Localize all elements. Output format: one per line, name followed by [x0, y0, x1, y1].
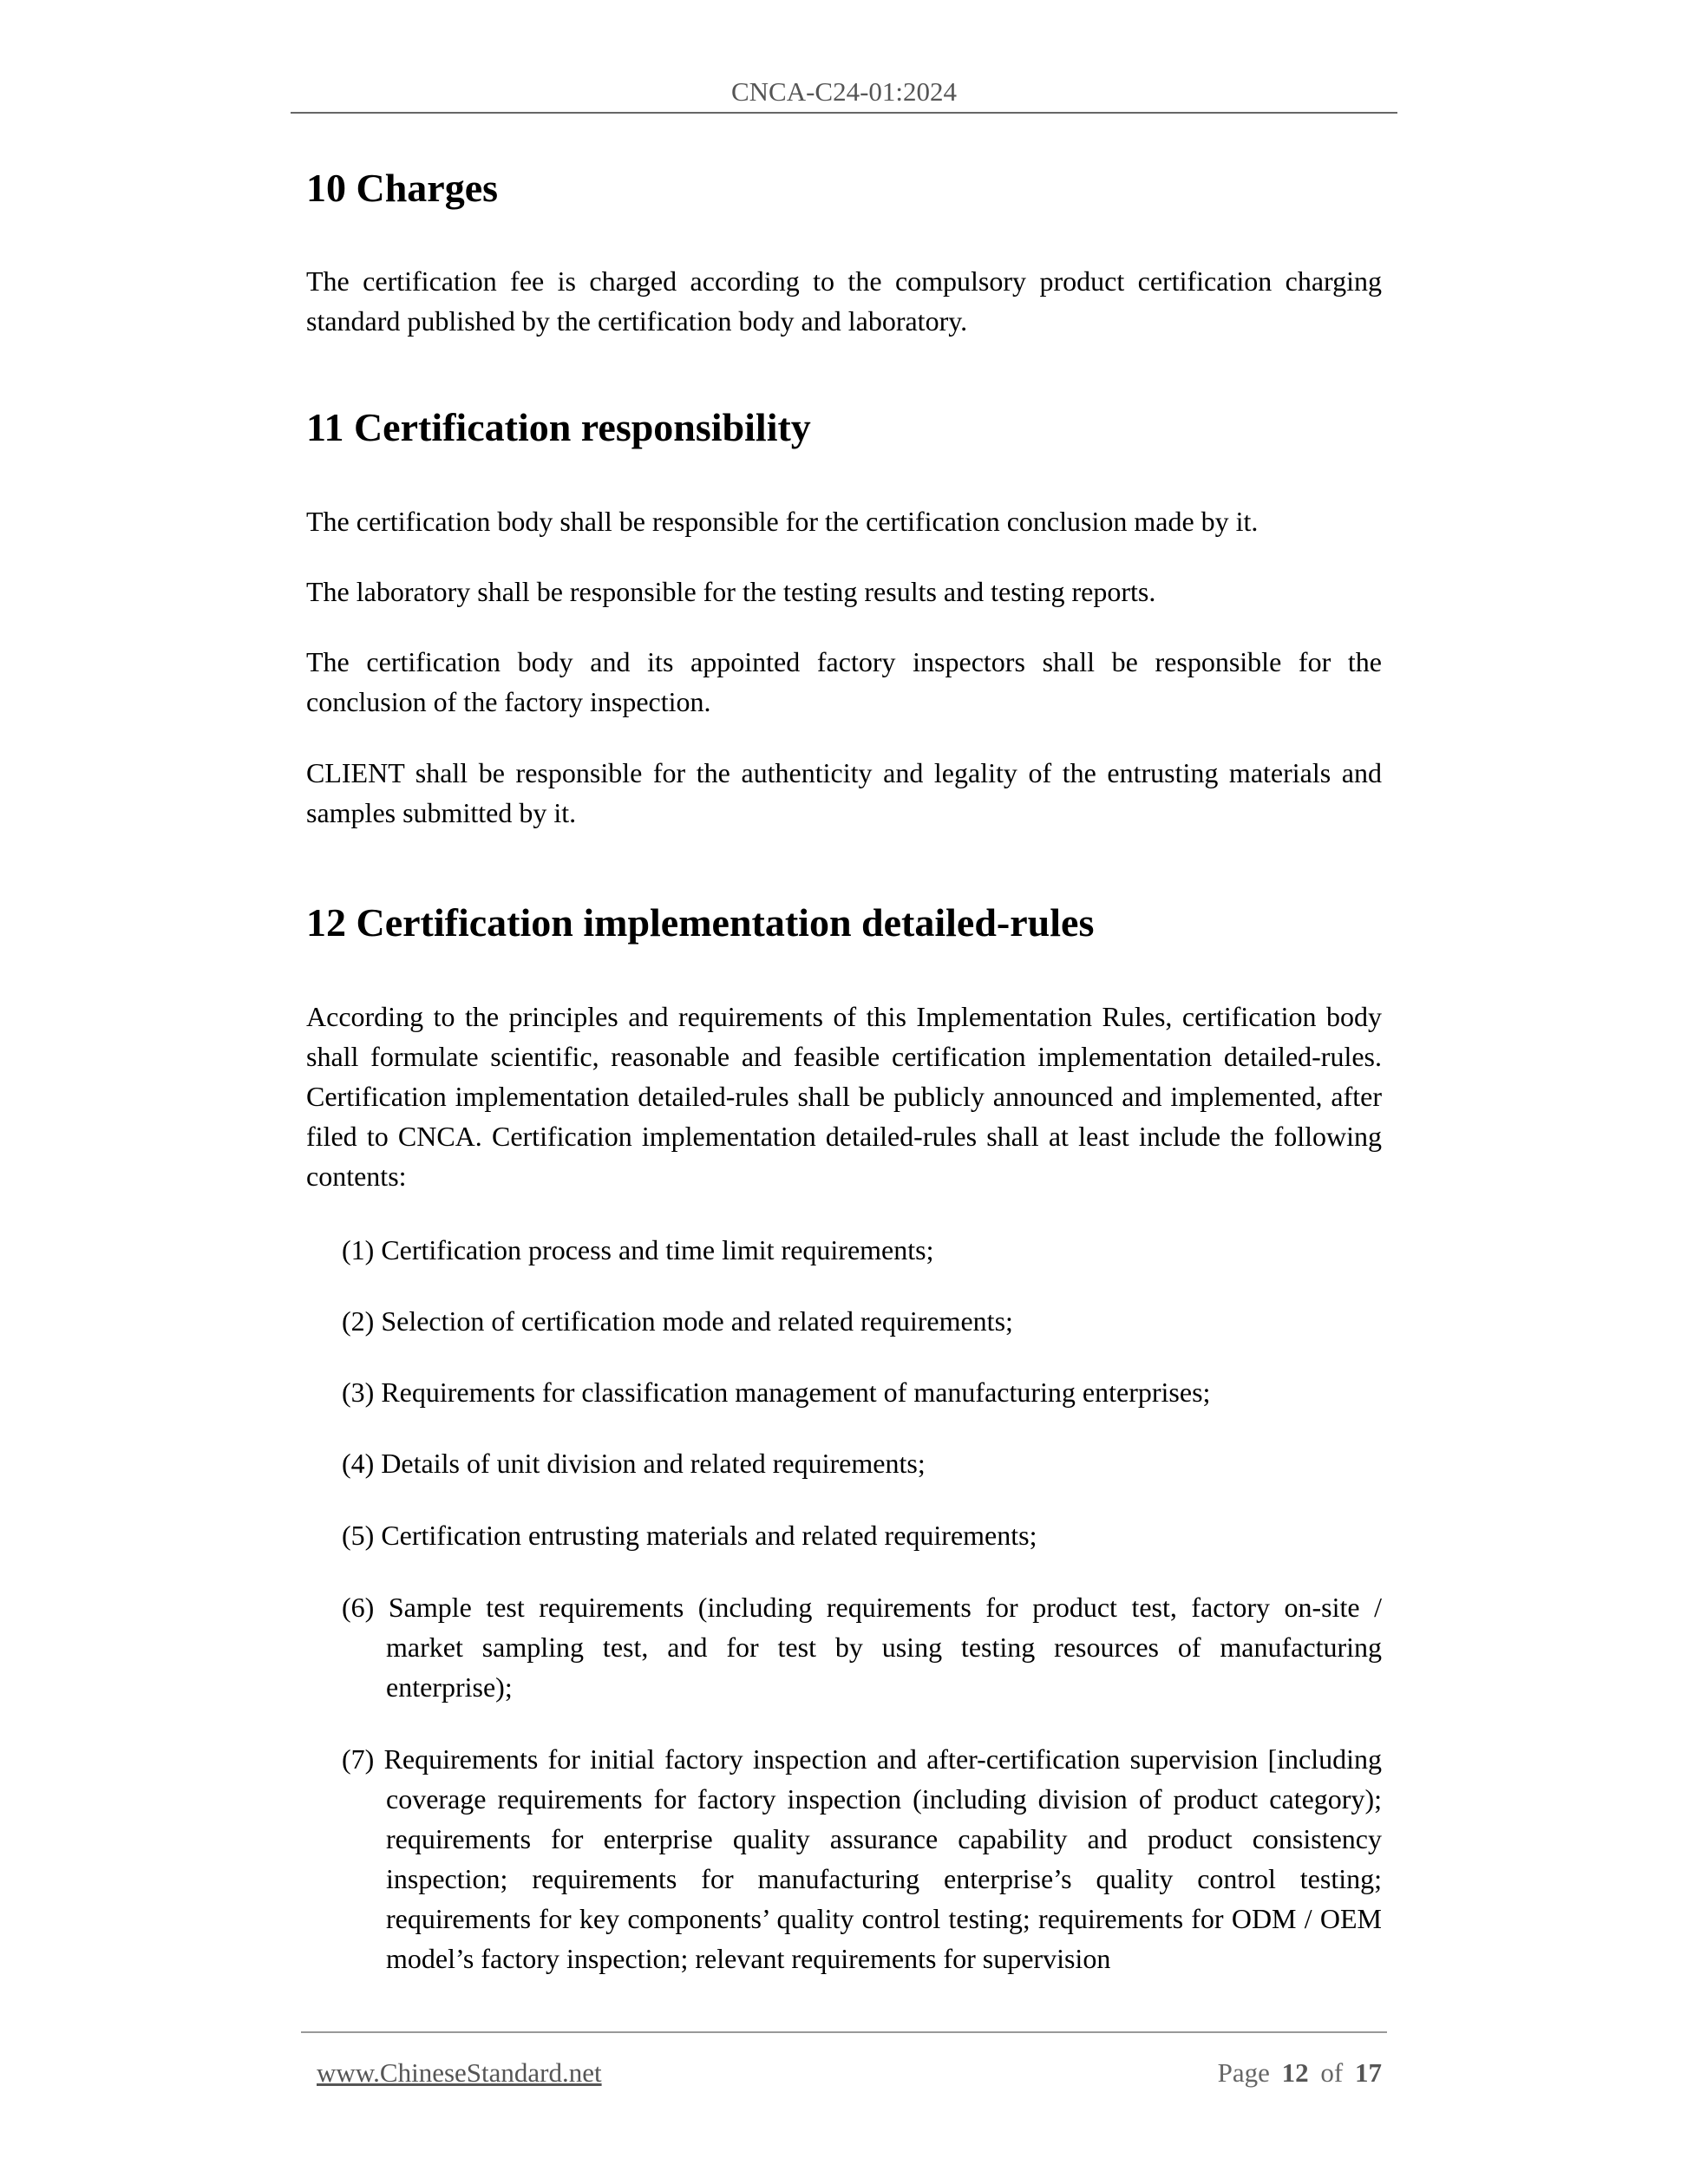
page-header-doc-code: CNCA-C24-01:2024: [730, 76, 958, 107]
page-current: 12: [1281, 2057, 1309, 2088]
section-11-paragraph-1: The certification body shall be responsible for the certification conclusion made by it.: [306, 506, 1259, 537]
footer-rule: [301, 2031, 1387, 2033]
header-rule: [291, 112, 1397, 114]
list-item-4: (4) Details of unit division and related requirements;: [342, 1448, 926, 1479]
section-11-paragraph-2: The laboratory shall be responsible for the testing results and testing reports.: [306, 576, 1156, 607]
list-item-2: (2) Selection of certification mode and related requirements;: [342, 1305, 1013, 1337]
section-11-paragraph-3: The certification body and its appointed factory inspectors shall be responsible for the conclusion of the factory inspection.: [306, 646, 1382, 717]
page-of-label: of: [1320, 2057, 1344, 2088]
list-item-1: (1) Certification process and time limit requirements;: [342, 1234, 934, 1265]
website-link[interactable]: www.ChineseStandard.net: [317, 2057, 602, 2088]
section-heading-12: 12 Certification implementation detailed-rules: [306, 900, 1095, 945]
list-item-7: (7) Requirements for initial factory inspection and after-certification supervision [including coverage requirements for factory inspection (including division of product category); requirements for enterprise quality assurance capability and product consistency inspection; requirements for manufacturing enterprise’s quality control testing; requirements for key components’ quality control testing; requirements for ODM / OEM model’s factory inspection; relevant requirements for supervision: [342, 1743, 1382, 1974]
section-11-paragraph-4: CLIENT shall be responsible for the authenticity and legality of the entrusting materials and samples submitted by it.: [306, 757, 1382, 828]
section-12-intro-paragraph: According to the principles and requirements of this Implementation Rules, certification body shall formulate scientific, reasonable and feasible certification implementation detailed-rules. Certification implementation detailed-rules shall be publicly announced and implemented, after filed to CNCA. Certification implementation detailed-rules shall at least include the following contents:: [306, 1001, 1382, 1192]
list-item-5: (5) Certification entrusting materials and related requirements;: [342, 1520, 1037, 1551]
page-total: 17: [1355, 2057, 1382, 2088]
list-item-3: (3) Requirements for classification management of manufacturing enterprises;: [342, 1376, 1211, 1408]
section-10-paragraph: The certification fee is charged according to the compulsory product certification charging standard published by the certification body and laboratory.: [306, 265, 1382, 337]
list-item-6: (6) Sample test requirements (including requirements for product test, factory on-site / market sampling test, and for test by using testing resources of manufacturing enterprise);: [342, 1592, 1382, 1703]
page-label: Page: [1217, 2057, 1270, 2088]
section-heading-10: 10 Charges: [306, 166, 499, 210]
section-heading-11: 11 Certification responsibility: [306, 405, 811, 449]
page-number: [1218, 2056, 1382, 2090]
